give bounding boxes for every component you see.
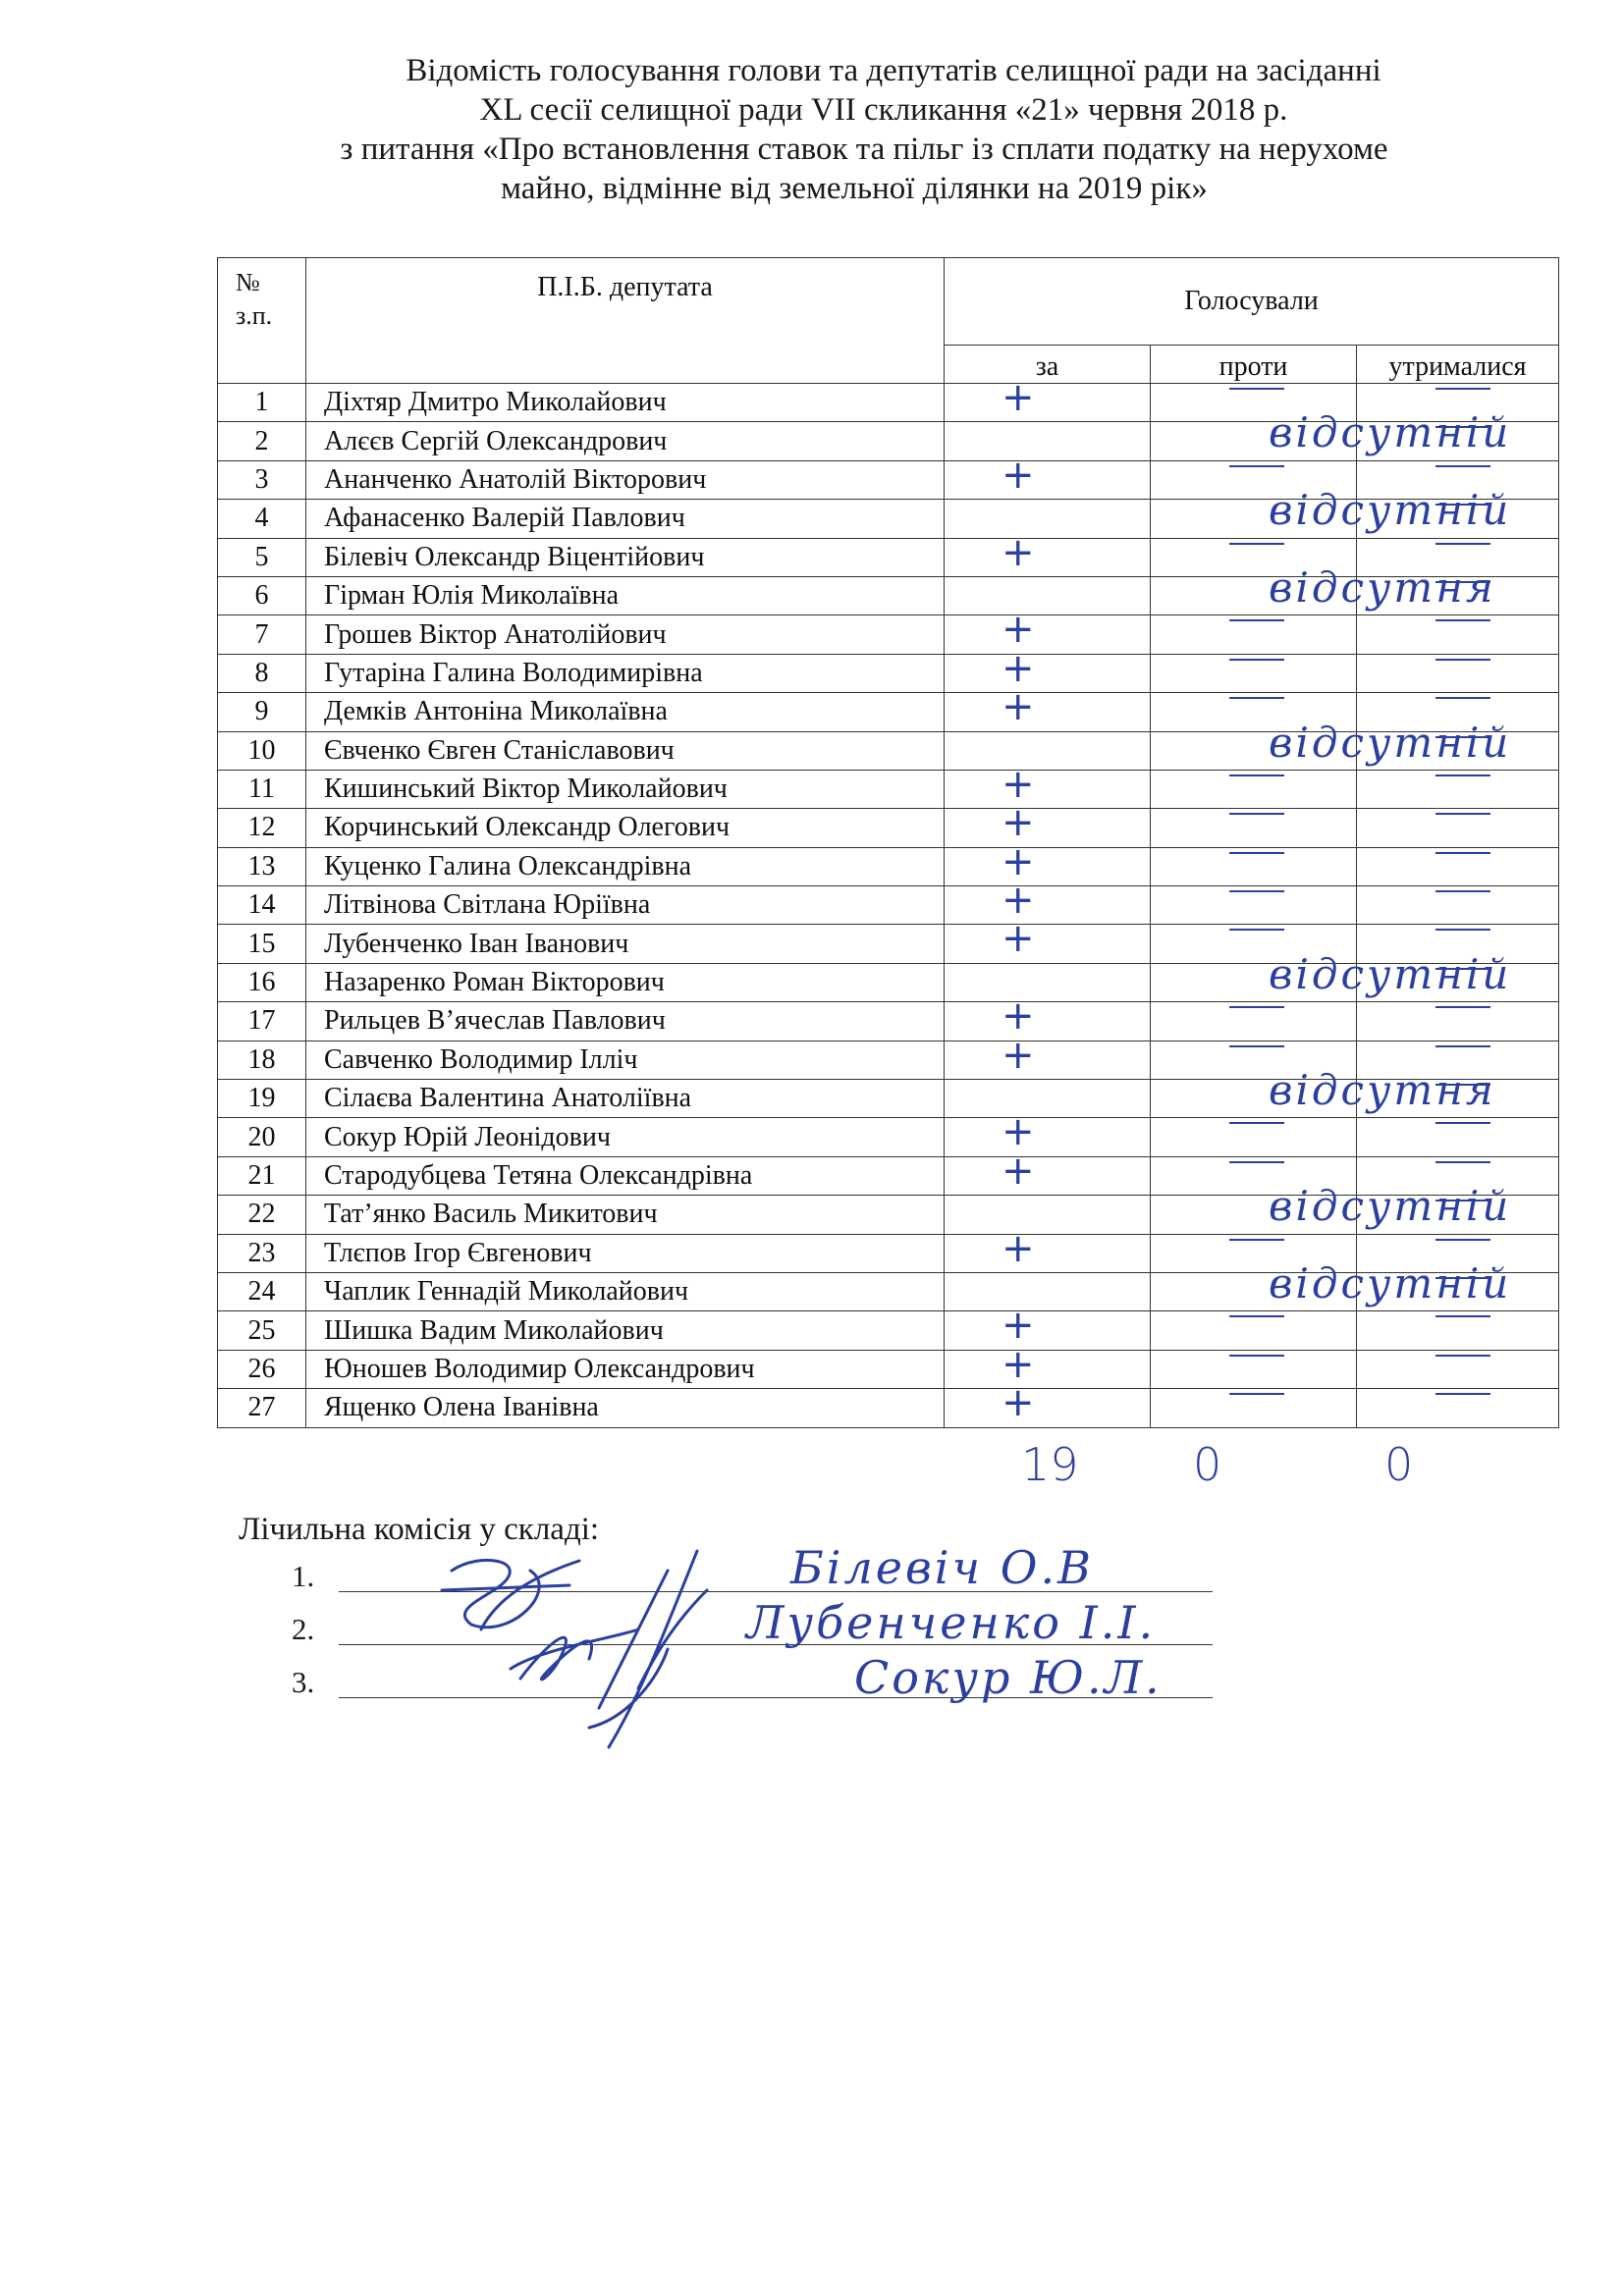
vote-cell-proty [1151, 847, 1357, 885]
vote-cell-proty [1151, 1002, 1357, 1041]
row-number: 27 [218, 1389, 306, 1427]
vote-cell-utrymalysia [1357, 1118, 1559, 1156]
vote-cell-proty [1151, 615, 1357, 654]
vote-cell-za [945, 607, 1151, 654]
plus-mark: + [1001, 1148, 1035, 1194]
row-number: 15 [218, 925, 306, 963]
vote-cell-za [945, 1303, 1151, 1350]
row-number: 12 [218, 809, 306, 847]
vote-cell-proty [1151, 408, 1512, 460]
dash-mark [1229, 774, 1284, 776]
vote-cell-za [945, 645, 1151, 692]
dash-mark [1229, 659, 1284, 661]
vote-cell-za [945, 731, 1151, 770]
table-row [218, 1002, 1559, 1041]
absent-note: відсутній [1269, 718, 1512, 767]
row-number: 7 [218, 615, 306, 654]
dash-mark [1229, 1393, 1284, 1395]
row-number: 17 [218, 1002, 306, 1041]
vote-cell-za [945, 878, 1151, 925]
table-row [218, 1389, 1559, 1427]
absent-note: відсутній [1269, 408, 1512, 457]
deputy-name: Євченко Євген Станіславович [306, 731, 945, 770]
row-number: 2 [218, 422, 306, 460]
dash-mark [1435, 659, 1490, 661]
vote-cell-utrymalysia [1357, 615, 1559, 654]
vote-cell-za [945, 993, 1151, 1041]
dash-mark [1435, 1045, 1490, 1047]
plus-mark: + [1001, 1109, 1035, 1155]
vote-cell-proty [1151, 770, 1357, 808]
dash-mark [1229, 929, 1284, 931]
vote-cell-za [945, 576, 1151, 614]
table-row [218, 500, 1559, 538]
table-row [218, 654, 1559, 692]
vote-cell-za [945, 375, 1151, 422]
deputy-name: Алєєв Сергій Олександрович [306, 422, 945, 460]
commission-line-2 [292, 1612, 339, 1647]
table-row [218, 847, 1559, 885]
dash-mark [1435, 465, 1490, 467]
deputy-name: Лубенченко Іван Іванович [306, 925, 945, 963]
plus-mark: + [1001, 1303, 1035, 1349]
vote-cell-proty [1151, 1389, 1357, 1427]
dash-mark [1229, 852, 1284, 854]
commission-num-3: 3. [292, 1665, 315, 1699]
vote-cell-utrymalysia [1357, 1389, 1559, 1427]
absent-note: відсутній [1269, 1258, 1512, 1308]
header-line-2: XL сесії селищної ради VII скликання «21» червня 2018 р. [479, 92, 1288, 128]
plus-mark: + [1001, 838, 1035, 884]
table-row [218, 422, 1559, 460]
commission-line-1 [292, 1559, 339, 1594]
dash-mark [1435, 1393, 1490, 1395]
vote-cell-za [945, 1225, 1151, 1272]
total-utrymalysia: 0 [1384, 1438, 1414, 1491]
dash-mark [1229, 1006, 1284, 1008]
dash-mark [1229, 1161, 1284, 1163]
col-header-za: за [945, 346, 1151, 384]
dash-mark [1435, 1161, 1490, 1163]
plus-mark: + [1001, 684, 1035, 730]
total-za: 19 [1021, 1438, 1079, 1491]
header-line-4: майно, відмінне від земельної ділянки на 2019 рік» [501, 171, 1208, 206]
row-number: 20 [218, 1118, 306, 1156]
dash-mark [1435, 1006, 1490, 1008]
vote-cell-za [945, 1032, 1151, 1079]
dash-mark [1435, 890, 1490, 892]
table-row [218, 1272, 1559, 1310]
deputy-name: Сокур Юрій Леонідович [306, 1118, 945, 1156]
row-number: 14 [218, 886, 306, 925]
commission-num-2: 2. [292, 1612, 315, 1646]
vote-cell-proty [1151, 949, 1512, 1001]
absent-note: відсутній [1269, 486, 1512, 535]
col-header-name: П.І.Б. депутата [306, 258, 945, 384]
vote-cell-za [945, 422, 1151, 460]
table-row [218, 1080, 1559, 1118]
plus-mark: + [1001, 529, 1035, 575]
row-number: 18 [218, 1041, 306, 1079]
absent-note: відсутня [1269, 562, 1496, 612]
vote-cell-proty [1151, 886, 1357, 925]
table-row [218, 1196, 1559, 1234]
deputy-name: Рильцев В’ячеслав Павлович [306, 1002, 945, 1041]
dash-mark [1229, 1355, 1284, 1357]
row-number: 16 [218, 963, 306, 1001]
vote-cell-za [945, 963, 1151, 1001]
row-number: 11 [218, 770, 306, 808]
vote-cell-za [945, 500, 1151, 538]
row-number: 6 [218, 576, 306, 614]
voting-table [217, 257, 1559, 1428]
commission-num-1: 1. [292, 1559, 315, 1593]
commission-line-3 [292, 1665, 339, 1700]
table-body [218, 375, 1559, 1428]
table-row [218, 576, 1559, 614]
vote-cell-utrymalysia [1357, 809, 1559, 847]
plus-mark: + [1001, 452, 1035, 498]
vote-cell-za [945, 529, 1151, 576]
deputy-name: Гірман Юлія Миколаївна [306, 576, 945, 614]
vote-cell-za [945, 800, 1151, 847]
dash-mark [1229, 1239, 1284, 1241]
dash-mark [1435, 543, 1490, 545]
dash-mark [1435, 1315, 1490, 1317]
deputy-name: Чаплик Геннадій Миколайович [306, 1272, 945, 1310]
vote-cell-utrymalysia [1357, 770, 1559, 808]
col-header-proty: проти [1151, 346, 1357, 384]
row-number: 5 [218, 538, 306, 576]
vote-cell-utrymalysia [1357, 847, 1559, 885]
table-row [218, 1118, 1559, 1156]
deputy-name: Грошев Віктор Анатолійович [306, 615, 945, 654]
row-number: 21 [218, 1156, 306, 1195]
plus-mark: + [1001, 916, 1035, 962]
dash-mark [1229, 1122, 1284, 1124]
plus-mark: + [1001, 800, 1035, 846]
dash-mark [1435, 388, 1490, 390]
deputy-name: Шишка Вадим Миколайович [306, 1311, 945, 1350]
deputy-name: Гутаріна Галина Володимирівна [306, 654, 945, 692]
dash-mark [1229, 697, 1284, 699]
plus-mark: + [1001, 1032, 1035, 1078]
row-number: 9 [218, 693, 306, 731]
deputy-name: Кишинський Віктор Миколайович [306, 770, 945, 808]
plus-mark: + [1001, 607, 1035, 653]
vote-cell-za [945, 761, 1151, 808]
vote-cell-za [945, 1109, 1151, 1156]
table-row [218, 963, 1559, 1001]
vote-cell-proty [1151, 1182, 1512, 1234]
vote-cell-utrymalysia [1357, 1002, 1559, 1041]
vote-cell-utrymalysia [1357, 1311, 1559, 1350]
total-proty: 0 [1193, 1438, 1222, 1491]
absent-note: відсутня [1269, 1066, 1496, 1115]
dash-mark [1435, 1355, 1490, 1357]
deputy-name: Корчинський Олександр Олегович [306, 809, 945, 847]
table-row [218, 1350, 1559, 1388]
plus-mark: + [1001, 1380, 1035, 1426]
deputy-name: Тат’янко Василь Микитович [306, 1196, 945, 1234]
col-header-voted: Голосували [945, 258, 1559, 346]
plus-mark: + [1001, 878, 1035, 924]
dash-mark [1435, 697, 1490, 699]
vote-cell-proty [1151, 718, 1512, 770]
dash-mark [1435, 852, 1490, 854]
header-line-3: з питання «Про встановлення ставок та пільг із сплати податку на нерухоме [340, 132, 1388, 167]
deputy-name: Діхтяр Дмитро Миколайович [306, 384, 945, 422]
dash-mark [1229, 890, 1284, 892]
commission-member-3-name: Сокур Ю.Л. [854, 1651, 1163, 1704]
col-header-number: № з.п. [218, 258, 306, 384]
row-number: 13 [218, 847, 306, 885]
vote-cell-proty [1151, 809, 1357, 847]
plus-mark: + [1001, 993, 1035, 1040]
deputy-name: Юношев Володимир Олександрович [306, 1350, 945, 1388]
deputy-name: Літвінова Світлана Юріївна [306, 886, 945, 925]
vote-cell-za [945, 1148, 1151, 1195]
commission-member-1-name: Білевіч О.В [790, 1541, 1094, 1594]
row-number: 19 [218, 1080, 306, 1118]
dash-mark [1229, 813, 1284, 815]
vote-cell-utrymalysia [1357, 886, 1559, 925]
dash-mark [1229, 543, 1284, 545]
vote-cell-proty [1151, 562, 1496, 614]
vote-cell-za [945, 916, 1151, 963]
vote-cell-utrymalysia [1357, 1350, 1559, 1388]
deputy-name: Стародубцева Тетяна Олександрівна [306, 1156, 945, 1195]
row-number: 25 [218, 1311, 306, 1350]
deputy-name: Савченко Володимир Ілліч [306, 1041, 945, 1079]
row-number: 24 [218, 1272, 306, 1310]
dash-mark [1435, 929, 1490, 931]
deputy-name: Назаренко Роман Вікторович [306, 963, 945, 1001]
table-row [218, 886, 1559, 925]
row-number: 1 [218, 384, 306, 422]
dash-mark [1435, 774, 1490, 776]
col-header-utrymalysia: утрималися [1357, 346, 1559, 384]
vote-cell-za [945, 1080, 1151, 1118]
vote-cell-za [945, 1380, 1151, 1427]
row-number: 26 [218, 1350, 306, 1388]
vote-cell-utrymalysia [1357, 654, 1559, 692]
dash-mark [1435, 1122, 1490, 1124]
vote-cell-za [945, 1196, 1151, 1234]
document-header [196, 51, 1473, 208]
row-number: 3 [218, 460, 306, 499]
vote-cell-za [945, 684, 1151, 731]
deputy-name: Білевіч Олександр Віцентійович [306, 538, 945, 576]
dash-mark [1435, 813, 1490, 815]
dash-mark [1435, 1239, 1490, 1241]
vote-cell-za [945, 452, 1151, 499]
plus-mark: + [1001, 645, 1035, 691]
dash-mark [1229, 465, 1284, 467]
row-number: 4 [218, 500, 306, 538]
vote-cell-proty [1151, 1118, 1357, 1156]
row-number: 22 [218, 1196, 306, 1234]
vote-cell-za [945, 1272, 1151, 1310]
dash-mark [1229, 619, 1284, 621]
absent-note: відсутній [1269, 949, 1512, 998]
table-row [218, 1311, 1559, 1350]
header-line-1: Відомість голосування голови та депутатів селищної ради на засіданні [406, 53, 1381, 88]
vote-cell-za [945, 838, 1151, 885]
row-number: 10 [218, 731, 306, 770]
deputy-name: Ященко Олена Іванівна [306, 1389, 945, 1427]
commission-member-2-name: Лубенченко І.І. [746, 1596, 1157, 1649]
vote-cell-proty [1151, 1311, 1357, 1350]
commission-label: Лічильна комісія у складі: [239, 1512, 600, 1547]
deputy-name: Сілаєва Валентина Анатоліївна [306, 1080, 945, 1118]
table-row [218, 731, 1559, 770]
dash-mark [1435, 619, 1490, 621]
row-number: 8 [218, 654, 306, 692]
plus-mark: + [1001, 761, 1035, 807]
dash-mark [1229, 388, 1284, 390]
absent-note: відсутній [1269, 1182, 1512, 1231]
table-row [218, 615, 1559, 654]
row-number: 23 [218, 1234, 306, 1272]
vote-cell-proty [1151, 654, 1357, 692]
deputy-name: Тлєпов Ігор Євгенович [306, 1234, 945, 1272]
vote-cell-za [945, 1341, 1151, 1388]
vote-cell-proty [1151, 486, 1512, 538]
vote-cell-proty [1151, 1350, 1357, 1388]
vote-cell-proty [1151, 1258, 1512, 1310]
table-row [218, 770, 1559, 808]
deputy-name: Куценко Галина Олександрівна [306, 847, 945, 885]
deputy-name: Ананченко Анатолій Вікторович [306, 460, 945, 499]
plus-mark: + [1001, 1225, 1035, 1271]
handwritten-signatures [412, 1531, 766, 1757]
table-row [218, 809, 1559, 847]
plus-mark: + [1001, 375, 1035, 420]
dash-mark [1229, 1315, 1284, 1317]
vote-cell-proty [1151, 1066, 1496, 1118]
deputy-name: Афанасенко Валерій Павлович [306, 500, 945, 538]
plus-mark: + [1001, 1341, 1035, 1387]
deputy-name: Демків Антоніна Миколаївна [306, 693, 945, 731]
dash-mark [1229, 1045, 1284, 1047]
